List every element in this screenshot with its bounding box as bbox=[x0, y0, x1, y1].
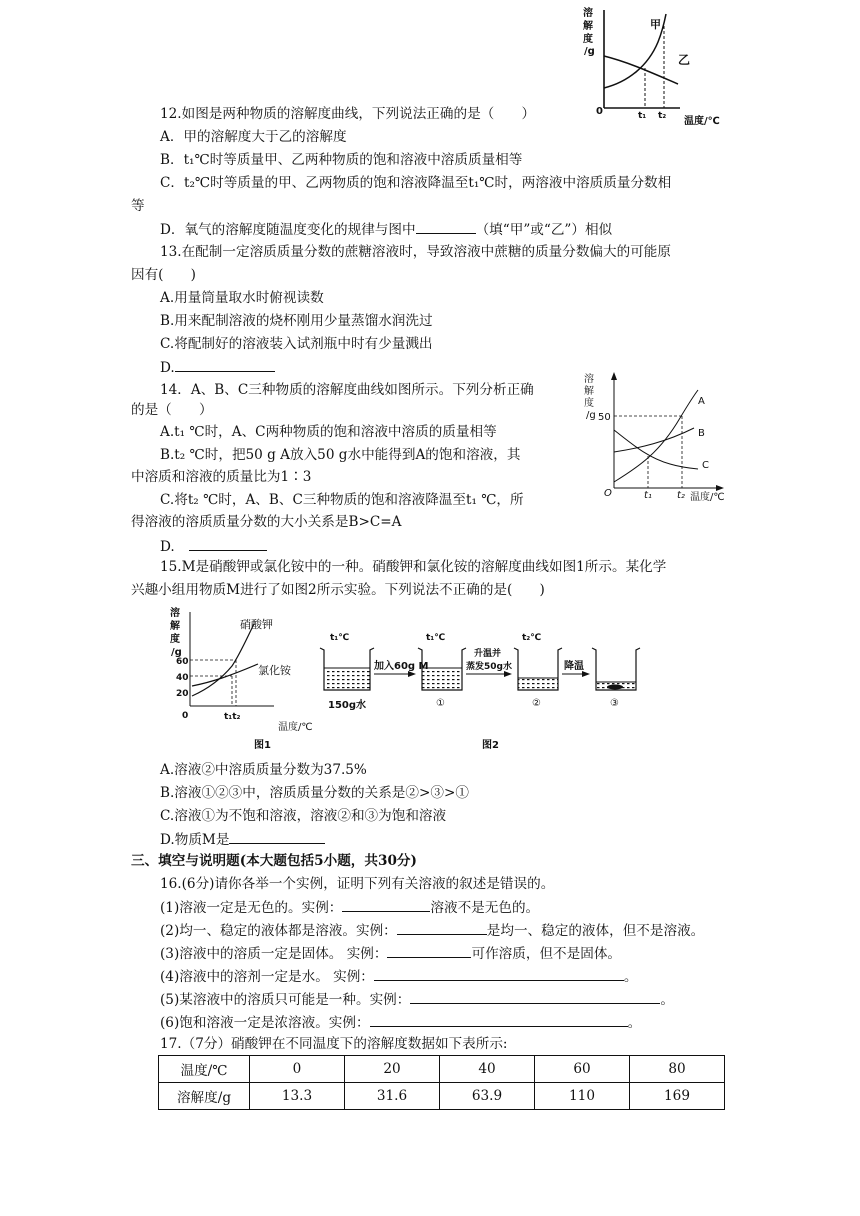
q14-stem-line1: 14．A、B、C三种物质的溶解度曲线如图所示。下列分析正确 bbox=[160, 382, 534, 398]
q16-4-pre: (4)溶液中的溶剂一定是水。 实例： bbox=[160, 969, 374, 985]
table-cell: 169 bbox=[630, 1083, 725, 1110]
table-row-solubility bbox=[159, 1083, 725, 1110]
q16-item-3 bbox=[160, 943, 621, 964]
q12-t2: t₂ bbox=[658, 111, 667, 121]
fig1-tick-40: 40 bbox=[176, 673, 189, 683]
curve-yi-line bbox=[604, 56, 678, 84]
q14-ylabel-2: 解 bbox=[584, 386, 594, 397]
q15-d-blank[interactable] bbox=[229, 829, 325, 844]
q13-option-c: C.将配制好的溶液装入试剂瓶中时有少量溅出 bbox=[160, 336, 433, 352]
q16-1-post: 溶液不是无色的。 bbox=[430, 900, 540, 916]
table-cell: 60 bbox=[535, 1056, 630, 1083]
table-cell: 40 bbox=[440, 1056, 535, 1083]
q15-option-a: A.溶液②中溶质质量分数为37.5% bbox=[160, 762, 367, 778]
q15-figure-2 bbox=[312, 626, 672, 754]
fig2-heat-label-1: 升温并 bbox=[474, 649, 502, 659]
q16-item-2 bbox=[160, 920, 704, 941]
nh4cl-curve bbox=[192, 664, 258, 686]
q14-option-a: A.t₁ ℃时，A、C两种物质的饱和溶液中溶质的质量相等 bbox=[160, 424, 497, 440]
q16-item-1 bbox=[160, 897, 539, 918]
q15-d-label: D.物质M是 bbox=[160, 832, 230, 848]
q12-t1: t₁ bbox=[638, 111, 647, 121]
q14-label-b: B bbox=[698, 428, 705, 439]
q14-t1: t₁ bbox=[644, 490, 652, 501]
q12-xlabel: 温度/℃ bbox=[684, 116, 720, 126]
q14-option-b-line1: B.t₂ ℃时，把50 g A放入50 g水中能得到A的饱和溶液，其 bbox=[160, 447, 521, 463]
table-cell: 110 bbox=[535, 1083, 630, 1110]
fig1-ylabel-2: 解 bbox=[170, 621, 180, 632]
q14-d-blank[interactable] bbox=[189, 536, 267, 551]
q12-ylabel-3: 度 bbox=[583, 34, 593, 45]
q12-origin: 0 bbox=[596, 106, 603, 117]
fig2-label-3: ③ bbox=[610, 698, 619, 709]
q16-item-4 bbox=[160, 966, 637, 987]
fig1-ylabel-1: 溶 bbox=[170, 608, 180, 619]
q13-option-b: B.用来配制溶液的烧杯刚用少量蒸馏水润洗过 bbox=[160, 313, 433, 329]
q13-option-d bbox=[160, 357, 275, 378]
q12-option-c-line1: C．t₂℃时等质量的甲、乙两物质的饱和溶液降温至t₁℃时，两溶液中溶质质量分数相 bbox=[160, 175, 672, 191]
fig2-heat-label-2: 蒸发50g水 bbox=[466, 662, 512, 672]
q14-option-d bbox=[160, 536, 267, 557]
fig2-water-label: 150g水 bbox=[328, 700, 367, 711]
q14-option-b-line2: 中溶质和溶液的质量比为1∶3 bbox=[131, 469, 312, 485]
q12-stem: 12.如图是两种物质的溶解度曲线，下列说法正确的是（ ） bbox=[160, 106, 536, 122]
table-cell: 80 bbox=[630, 1056, 725, 1083]
fig1-xlabel: 温度/℃ bbox=[278, 722, 313, 733]
fig2-label-2: ② bbox=[532, 698, 541, 709]
fig2-add-label: 加入60g M bbox=[374, 661, 429, 672]
section-3-heading: 三、填空与说明题(本大题包括5小题，共30分) bbox=[131, 853, 417, 869]
fig1-ylabel-3: 度 bbox=[170, 634, 180, 645]
q13-stem-line2: 因有( ) bbox=[131, 267, 196, 283]
table-cell: 31.6 bbox=[345, 1083, 440, 1110]
q14-option-c-line2: 得溶液的溶质质量分数的大小关系是B>C=A bbox=[131, 514, 402, 530]
q15-option-b: B.溶液①②③中，溶质质量分数的关系是②>③>① bbox=[160, 785, 469, 801]
fig2-temp-1: t₁℃ bbox=[426, 633, 446, 643]
table-cell: 温度/℃ bbox=[159, 1056, 250, 1083]
q16-4-blank[interactable] bbox=[374, 966, 624, 981]
q16-6-pre: (6)饱和溶液一定是浓溶液。实例： bbox=[160, 1015, 370, 1031]
fig1-origin: 0 bbox=[182, 711, 189, 721]
fig1-caption: 图1 bbox=[254, 740, 271, 751]
q16-5-pre: (5)某溶液中的溶质只可能是一种。实例： bbox=[160, 992, 411, 1008]
q12-curve-jia-label: 甲 bbox=[650, 18, 661, 31]
q15-stem-line2: 兴趣小组用物质M进行了如图2所示实验。下列说法不正确的是( ) bbox=[131, 582, 545, 598]
q13-d-label: D. bbox=[160, 360, 175, 376]
fig2-temp-2: t₂℃ bbox=[522, 633, 542, 643]
q14-tick-50: 50 bbox=[598, 412, 611, 423]
q12-curve-yi-label: 乙 bbox=[678, 53, 691, 67]
q16-2-post: 是均一、稳定的液体，但不是溶液。 bbox=[486, 923, 705, 939]
q12-option-c-line2: 等 bbox=[131, 198, 145, 214]
q14-ylabel-1: 溶 bbox=[584, 374, 594, 385]
table-cell: 溶解度/g bbox=[159, 1083, 250, 1110]
q12-option-a: A．甲的溶解度大于乙的溶解度 bbox=[160, 129, 347, 145]
q16-2-blank[interactable] bbox=[397, 920, 487, 935]
q13-stem-line1: 13.在配制一定溶质质量分数的蔗糖溶液时，导致溶液中蔗糖的质量分数偏大的可能原 bbox=[160, 244, 671, 260]
fig1-tick-60: 60 bbox=[176, 657, 189, 667]
q16-1-blank[interactable] bbox=[342, 897, 430, 912]
q16-6-blank[interactable] bbox=[370, 1012, 628, 1027]
q13-d-blank[interactable] bbox=[175, 357, 275, 372]
q15-figure-1 bbox=[160, 602, 320, 754]
q15-option-d bbox=[160, 829, 325, 850]
q12-d-pre: D．氧气的溶解度随温度变化的规律与图中 bbox=[160, 222, 416, 238]
table-cell: 20 bbox=[345, 1056, 440, 1083]
fig1-ylabel-4: /g bbox=[171, 647, 182, 658]
table-cell: 0 bbox=[250, 1056, 345, 1083]
q14-d-label: D. bbox=[160, 539, 175, 555]
q12-ylabel-2: 解 bbox=[583, 21, 593, 32]
table-cell: 63.9 bbox=[440, 1083, 535, 1110]
fig2-cool-label: 降温 bbox=[564, 661, 584, 672]
q16-6-post: 。 bbox=[627, 1015, 642, 1031]
q16-3-blank[interactable] bbox=[387, 943, 471, 958]
q17-solubility-table bbox=[158, 1055, 725, 1110]
fig1-tick-20: 20 bbox=[176, 689, 189, 699]
q12-ylabel-1: 溶 bbox=[583, 8, 593, 19]
table-row-temperature bbox=[159, 1056, 725, 1083]
q16-4-post: 。 bbox=[623, 969, 638, 985]
q16-3-post: 可作溶质，但不是固体。 bbox=[471, 946, 622, 962]
beaker-2 bbox=[514, 648, 562, 690]
q14-curve-a bbox=[614, 390, 698, 482]
fig1-nh4cl-label: 氯化铵 bbox=[258, 664, 291, 677]
q14-origin: O bbox=[604, 488, 612, 499]
q12-d-blank[interactable] bbox=[416, 219, 476, 234]
q12-option-d bbox=[160, 219, 612, 240]
q12-d-post: （填“甲”或“乙”）相似 bbox=[475, 222, 613, 238]
q14-t2: t₂ bbox=[677, 490, 685, 501]
q12-solubility-chart bbox=[578, 2, 738, 126]
q14-xlabel: 温度/℃ bbox=[690, 492, 725, 503]
q12-option-b: B．t₁℃时等质量甲、乙两种物质的饱和溶液中溶质质量相等 bbox=[160, 152, 523, 168]
fig2-caption: 图2 bbox=[482, 740, 499, 751]
q16-2-pre: (2)均一、稳定的液体都是溶液。实例： bbox=[160, 923, 397, 939]
q16-5-blank[interactable] bbox=[410, 989, 660, 1004]
fig2-temp-0: t₁℃ bbox=[330, 633, 350, 643]
q16-5-post: 。 bbox=[660, 992, 674, 1008]
q15-option-c: C.溶液①为不饱和溶液，溶液②和③为饱和溶液 bbox=[160, 808, 447, 824]
beaker-initial bbox=[320, 648, 374, 690]
fig1-kno3-label: 硝酸钾 bbox=[240, 618, 273, 631]
q16-stem: 16.(6分)请你各举一个实例，证明下列有关溶液的叙述是错误的。 bbox=[160, 876, 555, 892]
q16-3-pre: (3)溶液中的溶质一定是固体。 实例： bbox=[160, 946, 388, 962]
q14-ylabel-4: /g bbox=[586, 410, 596, 421]
q12-ylabel-4: /g bbox=[584, 46, 595, 57]
fig1-t1t2: t₁t₂ bbox=[224, 712, 241, 722]
beaker-3 bbox=[592, 648, 640, 690]
q16-item-6 bbox=[160, 1012, 641, 1033]
q14-option-c-line1: C.将t₂ ℃时，A、B、C三种物质的饱和溶液降温至t₁ ℃，所 bbox=[160, 492, 524, 508]
q14-stem-line2: 的是（ ） bbox=[131, 402, 213, 418]
q17-stem: 17.（7分）硝酸钾在不同温度下的溶解度数据如下表所示: bbox=[160, 1036, 508, 1052]
q14-solubility-chart bbox=[580, 366, 740, 508]
q13-option-a: A.用量筒量取水时俯视读数 bbox=[160, 290, 324, 306]
q16-1-pre: (1)溶液一定是无色的。实例： bbox=[160, 900, 343, 916]
fig2-label-1: ① bbox=[436, 698, 445, 709]
table-cell: 13.3 bbox=[250, 1083, 345, 1110]
q15-stem-line1: 15.M是硝酸钾或氯化铵中的一种。硝酸钾和氯化铵的溶解度曲线如图1所示。某化学 bbox=[160, 559, 667, 575]
q14-label-a: A bbox=[698, 396, 705, 407]
q14-label-c: C bbox=[702, 460, 709, 471]
q14-ylabel-3: 度 bbox=[584, 398, 594, 409]
q16-item-5 bbox=[160, 989, 674, 1010]
